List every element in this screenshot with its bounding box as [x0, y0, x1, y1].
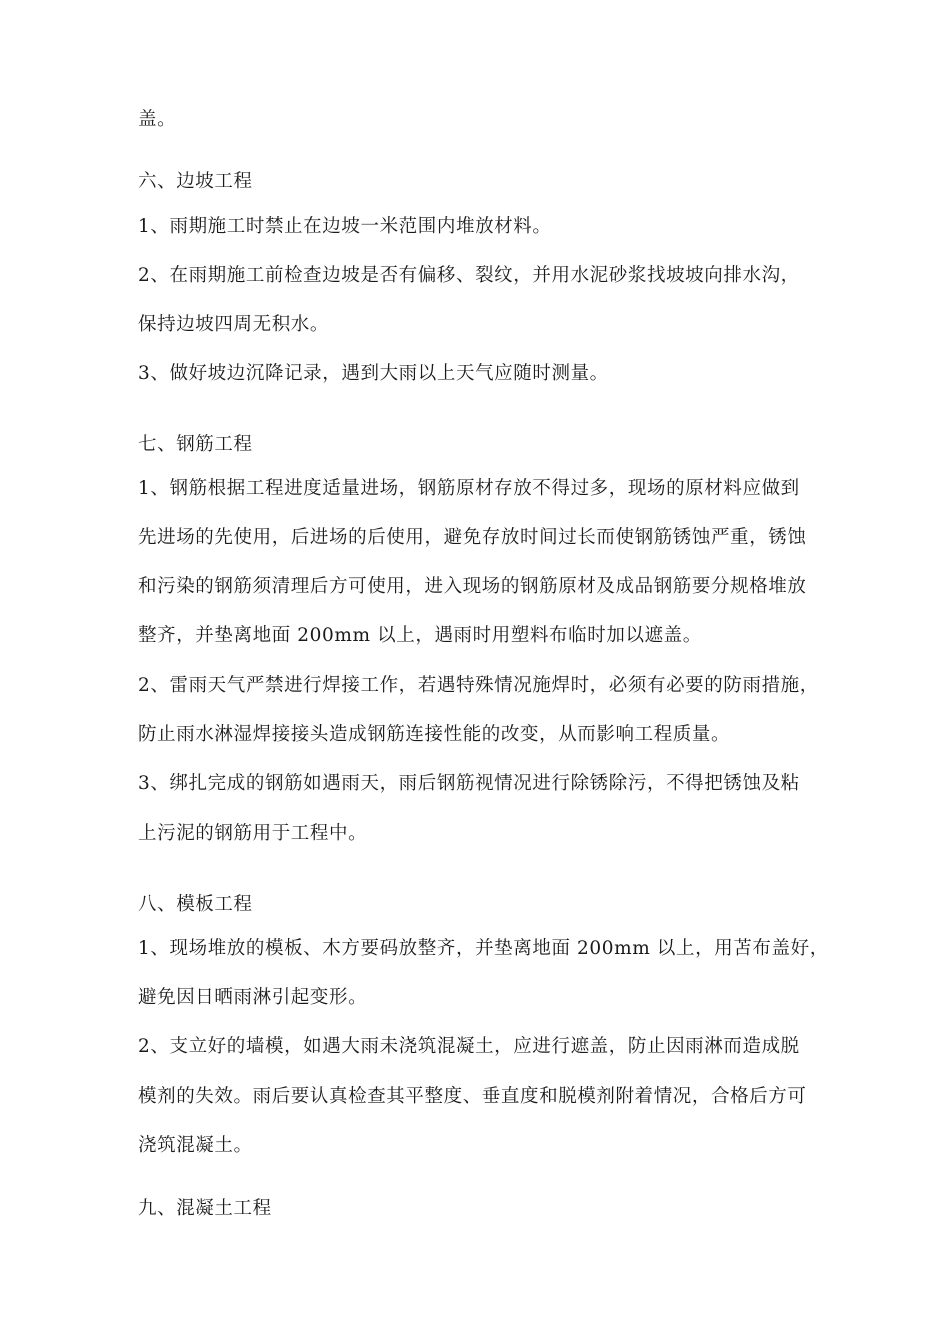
paragraph-line: 3、做好坡边沉降记录，遇到大雨以上天气应随时测量。: [138, 363, 609, 384]
paragraph-line: 2、支立好的墙模，如遇大雨未浇筑混凝土，应进行遮盖，防止因雨淋而造成脱: [138, 1036, 800, 1057]
paragraph-line: 上污泥的钢筋用于工程中。: [138, 823, 368, 844]
paragraph-line: 1、现场堆放的模板、木方要码放整齐，并垫离地面 200mm 以上，用苫布盖好，: [138, 938, 829, 959]
paragraph-line: 3、绑扎完成的钢筋如遇雨天，雨后钢筋视情况进行除锈除污，不得把锈蚀及粘: [138, 773, 800, 794]
paragraph-line: 保持边坡四周无积水。: [138, 314, 330, 335]
paragraph-line: 浇筑混凝土。: [138, 1135, 253, 1156]
paragraph-line: 模剂的失效。雨后要认真检查其平整度、垂直度和脱模剂附着情况，合格后方可: [138, 1086, 807, 1107]
paragraph-line: 盖。: [138, 109, 177, 130]
section-heading-rebar: 七、钢筋工程: [138, 434, 253, 455]
paragraph-line: 避免因日晒雨淋引起变形。: [138, 987, 368, 1008]
paragraph-line: 2、雷雨天气严禁进行焊接工作，若遇特殊情况施焊时，必须有必要的防雨措施，: [138, 675, 819, 696]
section-heading-concrete: 九、混凝土工程: [138, 1198, 272, 1219]
section-heading-formwork: 八、模板工程: [138, 894, 253, 915]
paragraph-line: 先进场的先使用，后进场的后使用，避免存放时间过长而使钢筋锈蚀严重，锈蚀: [138, 527, 807, 548]
paragraph-line: 1、钢筋根据工程进度适量进场，钢筋原材存放不得过多，现场的原材料应做到: [138, 478, 800, 499]
paragraph-line: 1、雨期施工时禁止在边坡一米范围内堆放材料。: [138, 216, 552, 237]
paragraph-line: 2、在雨期施工前检查边坡是否有偏移、裂纹，并用水泥砂浆找坡坡向排水沟，: [138, 265, 800, 286]
section-heading-slope: 六、边坡工程: [138, 171, 253, 192]
paragraph-line: 防止雨水淋湿焊接接头造成钢筋连接性能的改变，从而影响工程质量。: [138, 724, 731, 745]
paragraph-line: 和污染的钢筋须清理后方可使用，进入现场的钢筋原材及成品钢筋要分规格堆放: [138, 576, 807, 597]
paragraph-line: 整齐，并垫离地面 200mm 以上，遇雨时用塑料布临时加以遮盖。: [138, 625, 702, 646]
